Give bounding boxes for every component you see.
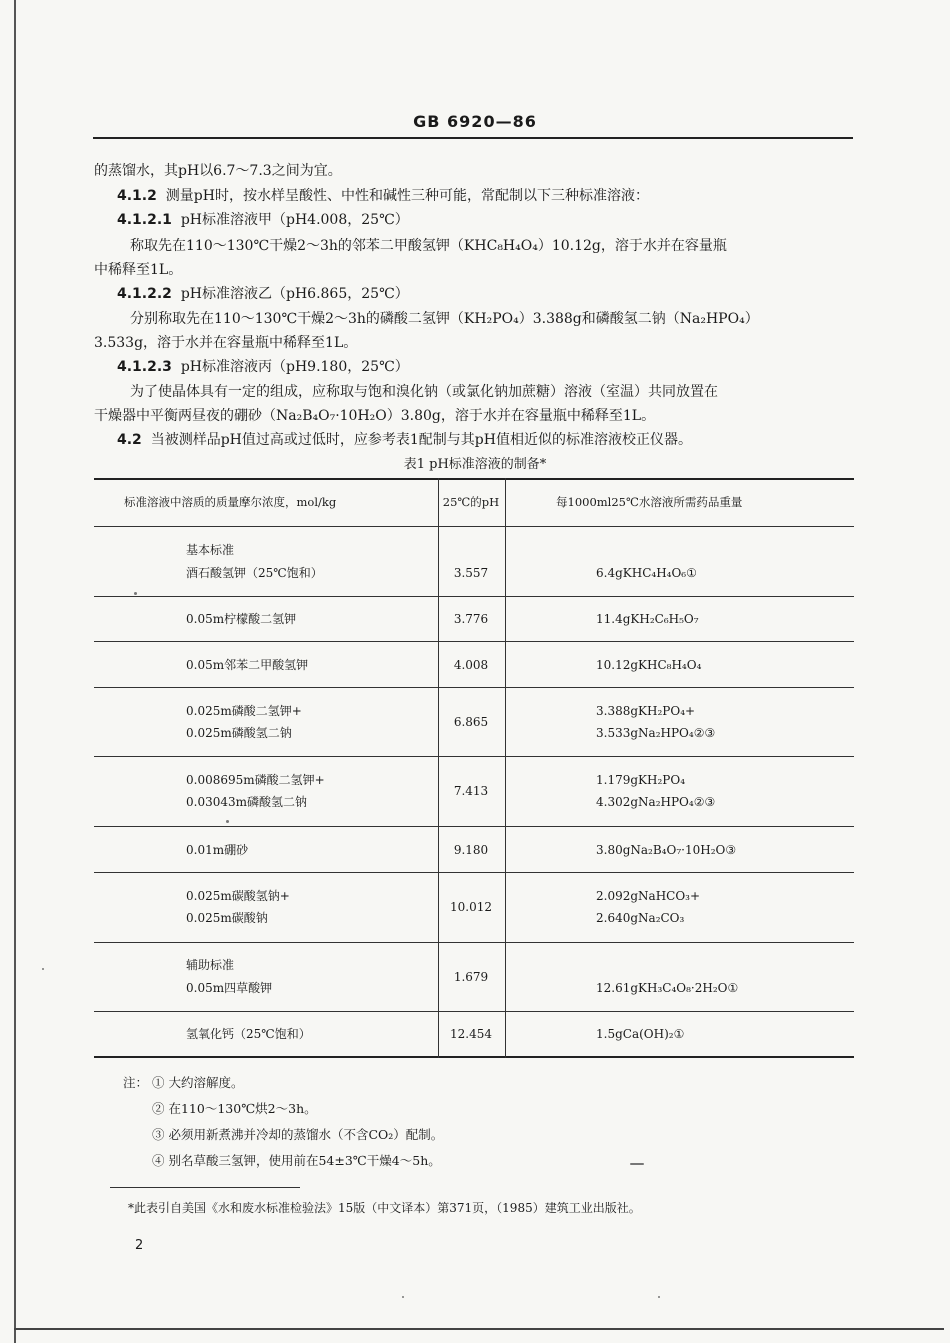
line-text: 为了使晶体具有一定的组成，应称取与饱和溴化钠（或氯化钠加蔗糖）溶液（室温）共同放置在 bbox=[130, 384, 718, 400]
table-cell-solute: 0.05m四草酸钾 bbox=[186, 981, 273, 995]
scan-speck bbox=[134, 592, 137, 595]
table-cell-solute: 辅助标准 bbox=[186, 958, 235, 972]
table-cell-weight: 2.092gNaHCO₃+ bbox=[596, 889, 701, 903]
table-cell-ph: 6.865 bbox=[453, 715, 489, 729]
line-text: 分别称取先在110～130℃干燥2～3h的磷酸二氢钾（KH₂PO₄）3.388g和磷酸氢二钠（Na₂HPO₄） bbox=[130, 311, 759, 327]
table-cell-ph: 3.557 bbox=[453, 566, 489, 580]
table-cell-weight: 12.61gKH₃C₄O₈·2H₂O① bbox=[596, 981, 739, 995]
section-number: 4.2 bbox=[117, 432, 142, 448]
table-source-footnote: *此表引自美国《水和废水标准检验法》15版（中文译本）第371页，（1985）建筑工业出版社。 bbox=[128, 1201, 641, 1215]
line-text: 当被测样品pH值过高或过低时，应参考表1配制与其pH值相近似的标准溶液校正仪器。 bbox=[150, 432, 692, 448]
table-caption: 表1 pH标准溶液的制备* bbox=[403, 457, 547, 472]
table-cell-ph: 4.008 bbox=[453, 658, 489, 672]
body-line bbox=[94, 407, 655, 425]
body-line bbox=[117, 211, 409, 229]
body-line bbox=[130, 237, 727, 255]
table-rule bbox=[94, 826, 854, 827]
table-cell-ph: 3.776 bbox=[453, 612, 489, 626]
page-header-code: GB 6920—86 bbox=[413, 112, 537, 131]
scan-speck bbox=[42, 968, 44, 970]
table-cell-weight: 2.640gNa₂CO₃ bbox=[596, 911, 685, 925]
body-line bbox=[94, 334, 357, 352]
note-item: ④ 别名草酸三氢钾，使用前在54±3℃干燥4～5h。 bbox=[152, 1153, 441, 1168]
table-cell-solute: 0.05m柠檬酸二氢钾 bbox=[186, 612, 297, 626]
note-item: ② 在110～130℃烘2～3h。 bbox=[152, 1101, 317, 1116]
table-rule bbox=[94, 641, 854, 642]
line-text: pH标准溶液甲（pH4.008，25℃） bbox=[180, 212, 409, 228]
table-cell-solute: 氢氧化钙（25℃饱和） bbox=[186, 1027, 311, 1041]
table-cell-solute: 0.025m碳酸氢钠+ bbox=[186, 889, 290, 903]
table-cell-ph: 10.012 bbox=[450, 900, 492, 914]
table-rule bbox=[94, 687, 854, 688]
page-number: 2 bbox=[135, 1238, 144, 1253]
line-text: pH标准溶液丙（pH9.180，25℃） bbox=[180, 359, 409, 375]
table-header-cell: 25℃的pH bbox=[442, 495, 500, 509]
line-text: pH标准溶液乙（pH6.865，25℃） bbox=[180, 286, 409, 302]
section-number: 4.1.2 bbox=[117, 188, 157, 204]
body-line bbox=[117, 431, 692, 449]
line-text: 干燥器中平衡两昼夜的硼砂（Na₂B₄O₇·10H₂O）3.80g，溶于水并在容量瓶中稀释至1L。 bbox=[94, 408, 656, 424]
table-cell-weight: 3.80gNa₂B₄O₇·10H₂O③ bbox=[596, 843, 737, 857]
table-cell-weight: 1.5gCa(OH)₂① bbox=[596, 1027, 685, 1041]
body-line bbox=[117, 285, 409, 303]
table-rule bbox=[94, 1011, 854, 1012]
table-cell-solute: 0.025m磷酸二氢钾+ bbox=[186, 704, 302, 718]
table-cell-solute: 0.05m邻苯二甲酸氢钾 bbox=[186, 658, 309, 672]
scan-speck bbox=[226, 820, 229, 823]
table-cell-solute: 0.025m磷酸氢二钠 bbox=[186, 726, 292, 740]
table-cell-weight: 4.302gNa₂HPO₄②③ bbox=[596, 795, 716, 809]
table-cell-solute: 0.03043m磷酸氢二钠 bbox=[186, 795, 308, 809]
body-line bbox=[117, 187, 649, 205]
body-line bbox=[130, 383, 718, 401]
body-line bbox=[94, 162, 342, 180]
line-text: 称取先在110～130℃干燥2～3h的邻苯二甲酸氢钾（KHC₈H₄O₄）10.12g，溶于水并在容量瓶 bbox=[130, 238, 727, 254]
line-text: 中稀释至1L。 bbox=[94, 262, 183, 278]
section-number: 4.1.2.1 bbox=[117, 212, 172, 228]
table-cell-ph: 1.679 bbox=[453, 970, 489, 984]
ph-standard-table bbox=[94, 478, 854, 1058]
footnote-rule bbox=[110, 1187, 300, 1188]
section-number: 4.1.2.2 bbox=[117, 286, 172, 302]
body-line bbox=[130, 310, 759, 328]
table-column-rule bbox=[505, 478, 506, 1058]
table-cell-solute: 0.025m碳酸钠 bbox=[186, 911, 268, 925]
line-text: 3.533g，溶于水并在容量瓶中稀释至1L。 bbox=[94, 335, 358, 351]
table-cell-weight: 3.533gNa₂HPO₄②③ bbox=[596, 726, 716, 740]
table-header-cell: 每1000ml25℃水溶液所需药品重量 bbox=[556, 495, 743, 509]
table-cell-weight: 11.4gKH₂C₆H₅O₇ bbox=[596, 612, 699, 626]
table-rule bbox=[94, 1056, 854, 1058]
body-line bbox=[117, 358, 409, 376]
bottom-border bbox=[14, 1328, 944, 1330]
table-cell-solute: 0.008695m磷酸二氢钾+ bbox=[186, 773, 325, 787]
table-cell-weight: 3.388gKH₂PO₄+ bbox=[596, 704, 696, 718]
table-cell-ph: 12.454 bbox=[450, 1027, 492, 1041]
note-item: ① 大约溶解度。 bbox=[152, 1075, 244, 1090]
left-margin-rule bbox=[14, 0, 16, 1343]
table-rule bbox=[94, 872, 854, 873]
body-line bbox=[94, 261, 182, 279]
note-item: ③ 必须用新煮沸并冷却的蒸馏水（不含CO₂）配制。 bbox=[152, 1127, 444, 1142]
scan-speck bbox=[658, 1296, 660, 1298]
section-number: 4.1.2.3 bbox=[117, 359, 172, 375]
table-cell-weight: 6.4gKHC₄H₄O₆① bbox=[596, 566, 697, 580]
table-rule bbox=[94, 526, 854, 527]
table-cell-solute: 酒石酸氢钾（25℃饱和） bbox=[186, 566, 323, 580]
table-cell-ph: 7.413 bbox=[453, 784, 489, 798]
scan-speck bbox=[630, 1163, 644, 1165]
table-rule bbox=[94, 756, 854, 757]
table-rule bbox=[94, 478, 854, 480]
table-rule bbox=[94, 942, 854, 943]
table-cell-solute: 基本标准 bbox=[186, 543, 235, 557]
table-rule bbox=[94, 596, 854, 597]
header-rule bbox=[93, 137, 853, 139]
table-cell-ph: 9.180 bbox=[453, 843, 489, 857]
line-text: 测量pH时，按水样呈酸性、中性和碱性三种可能，常配制以下三种标准溶液： bbox=[165, 188, 649, 204]
table-cell-weight: 1.179gKH₂PO₄ bbox=[596, 773, 685, 787]
table-cell-weight: 10.12gKHC₈H₄O₄ bbox=[596, 658, 702, 672]
scan-speck bbox=[402, 1296, 404, 1298]
notes-label: 注： bbox=[123, 1075, 149, 1090]
table-header-cell: 标准溶液中溶质的质量摩尔浓度，mol/kg bbox=[124, 495, 337, 509]
table-cell-solute: 0.01m硼砂 bbox=[186, 843, 249, 857]
line-text: 的蒸馏水，其pH以6.7～7.3之间为宜。 bbox=[94, 163, 342, 179]
